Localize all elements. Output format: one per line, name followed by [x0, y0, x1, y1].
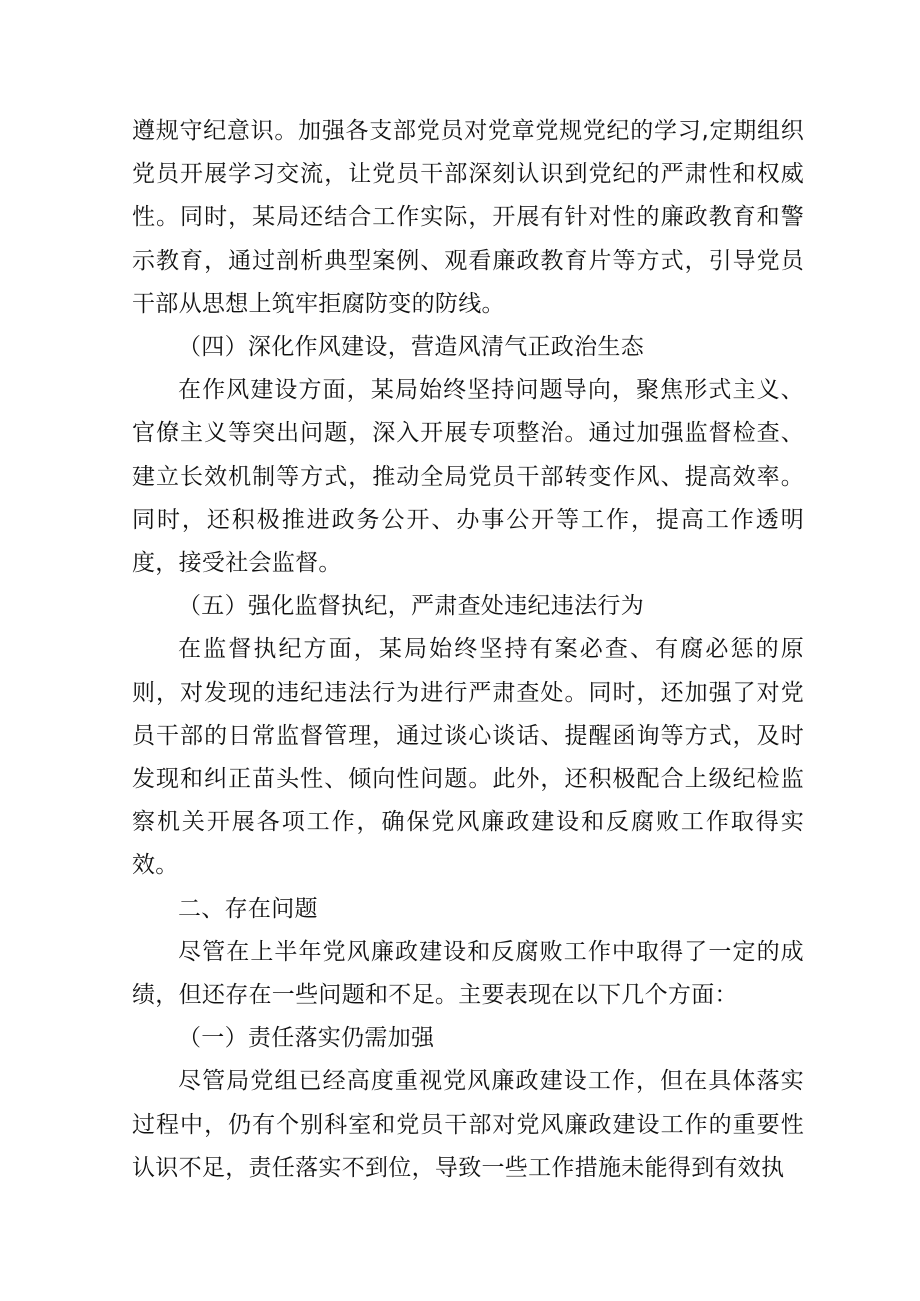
body-paragraph: 在监督执纪方面，某局始终坚持有案必查、有腐必惩的原则，对发现的违纪违法行为进行严肃查处。同时，还加强了对党员干部的日常监督管理，通过谈心谈话、提醒函询等方式，及时发现和纠正苗头性、倾向性问题。此外，还积极配合上级纪检监察机关开展各项工作，确保党风廉政建设和反腐败工作取得实效。 [132, 636, 804, 879]
body-paragraph: 尽管在上半年党风廉政建设和反腐败工作中取得了一定的成绩，但还存在一些问题和不足。主要表现在以下几个方面： [132, 938, 804, 1009]
section-subheading-one: （一）责任落实仍需加强 [178, 1025, 435, 1052]
body-paragraph: 在作风建设方面，某局始终坚持问题导向，聚焦形式主义、官僚主义等突出问题，深入开展专项整治。通过加强监督检查、建立长效机制等方式，推动全局党员干部转变作风、提高效率。同时，还积极推进政务公开、办事公开等工作，提高工作透明度，接受社会监督。 [132, 377, 804, 577]
section-subheading-four: （四）深化作风建设，营造风清气正政治生态 [178, 334, 644, 361]
section-heading-existing-problems: 二、存在问题 [178, 895, 318, 922]
body-paragraph: 尽管局党组已经高度重视党风廉政建设工作，但在具体落实过程中，仍有个别科室和党员干部对党风廉政建设工作的重要性认识不足，责任落实不到位，导致一些工作措施未能得到有效执 [132, 1068, 804, 1181]
document-body [132, 110, 804, 1190]
section-subheading-five: （五）强化监督执纪，严肃查处违纪违法行为 [178, 593, 644, 620]
body-paragraph: 遵规守纪意识。加强各支部党员对党章党规党纪的学习,定期组织党员开展学习交流，让党员干部深刻认识到党纪的严肃性和权威性。同时，某局还结合工作实际，开展有针对性的廉政教育和警示教育，通过剖析典型案例、观看廉政教育片等方式，引导党员干部从思想上筑牢拒腐防变的防线。 [132, 118, 804, 317]
